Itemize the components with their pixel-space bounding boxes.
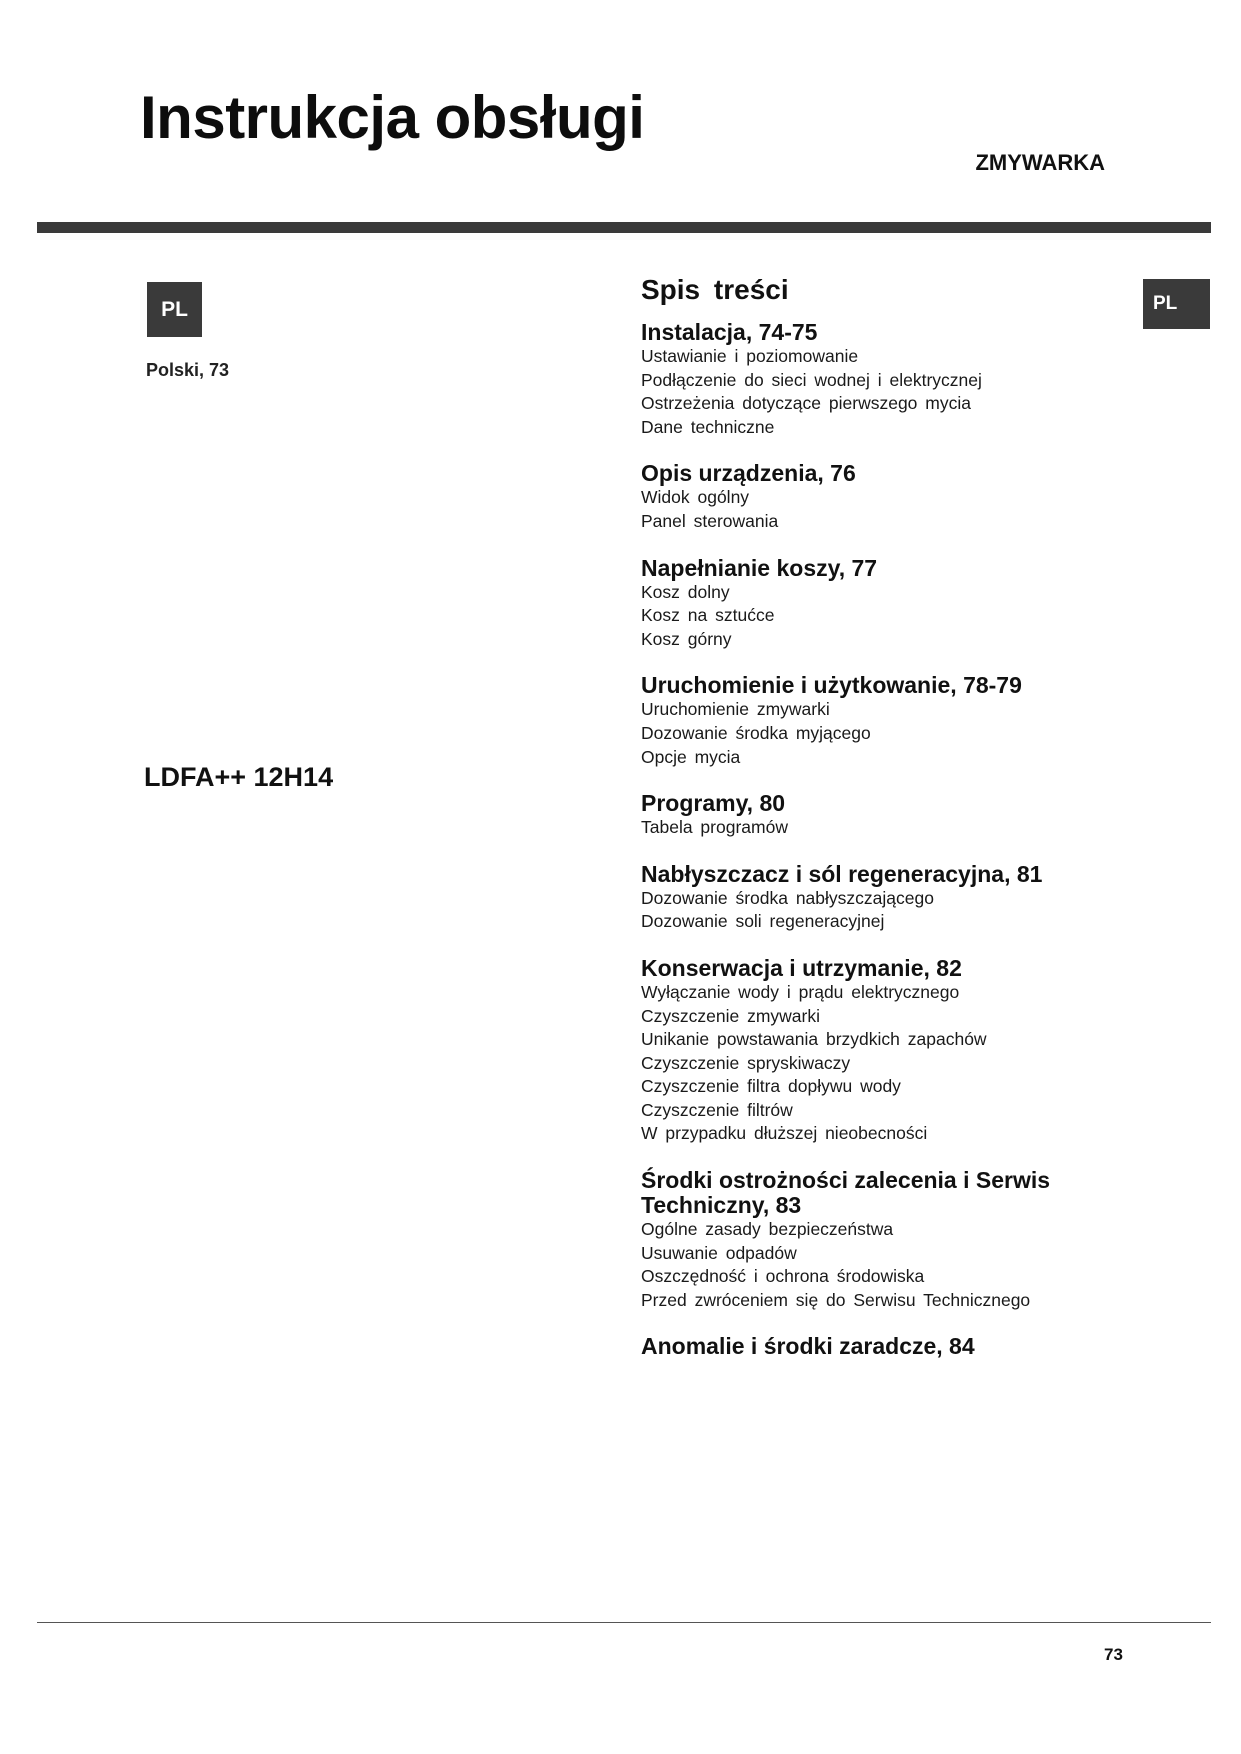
language-badge-right: PL xyxy=(1143,279,1210,329)
model-number: LDFA++ 12H14 xyxy=(144,762,334,792)
language-page-link[interactable]: Polski, 73 xyxy=(146,360,230,380)
toc-item[interactable]: Przed zwróceniem się do Serwisu Technicznego xyxy=(641,1289,1031,1310)
toc-item-list xyxy=(641,345,1101,439)
toc-item[interactable]: Dozowanie środka nabłyszczającego xyxy=(641,887,934,908)
toc-item[interactable]: Uruchomienie zmywarki xyxy=(641,699,830,720)
toc-item[interactable]: Oszczędność i ochrona środowiska xyxy=(641,1266,925,1287)
toc-item[interactable]: Wyłączanie wody i prądu elektrycznego xyxy=(641,981,960,1002)
toc-section-title[interactable]: Uruchomienie i użytkowanie, 78-79 xyxy=(641,672,1022,699)
toc-section-title[interactable]: Anomalie i środki zaradcze, 84 xyxy=(641,1333,975,1360)
toc-item[interactable]: Czyszczenie filtrów xyxy=(641,1099,793,1120)
toc-item[interactable]: Czyszczenie spryskiwaczy xyxy=(641,1052,851,1073)
toc-item-list xyxy=(641,887,1101,934)
toc-item[interactable]: Podłączenie do sieci wodnej i elektrycznej xyxy=(641,369,982,390)
toc-item[interactable]: Kosz na sztućce xyxy=(641,605,775,626)
toc-item[interactable]: Czyszczenie filtra dopływu wody xyxy=(641,1076,901,1097)
toc-item[interactable]: Ogólne zasady bezpieczeństwa xyxy=(641,1219,894,1240)
toc-section xyxy=(641,1334,1101,1359)
toc-section-title[interactable]: Środki ostrożności zalecenia i Serwis Techniczny, 83 xyxy=(641,1167,1051,1219)
footer-divider xyxy=(37,1622,1211,1623)
toc-section-title[interactable]: Konserwacja i utrzymanie, 82 xyxy=(641,954,962,981)
table-of-contents xyxy=(641,274,1101,1381)
toc-item[interactable]: Opcje mycia xyxy=(641,746,741,767)
toc-item[interactable]: Tabela programów xyxy=(641,817,788,838)
toc-item-list xyxy=(641,816,1101,840)
toc-section-title[interactable]: Opis urządzenia, 76 xyxy=(641,460,856,487)
toc-section xyxy=(641,673,1101,769)
toc-item[interactable]: Dozowanie soli regeneracyjnej xyxy=(641,911,885,932)
toc-item-list xyxy=(641,486,1101,533)
toc-item-list xyxy=(641,1218,1101,1312)
toc-section-title[interactable]: Instalacja, 74-75 xyxy=(641,319,818,345)
toc-section xyxy=(641,862,1101,934)
page-number: 73 xyxy=(1104,1645,1123,1664)
toc-section-title[interactable]: Programy, 80 xyxy=(641,790,786,817)
toc-item[interactable]: Dozowanie środka myjącego xyxy=(641,722,871,743)
toc-item[interactable]: Kosz dolny xyxy=(641,581,730,602)
toc-item[interactable]: Czyszczenie zmywarki xyxy=(641,1005,820,1026)
toc-heading: Spis treści xyxy=(641,274,789,305)
toc-section xyxy=(641,461,1101,533)
toc-item-list xyxy=(641,581,1101,652)
toc-item[interactable]: Usuwanie odpadów xyxy=(641,1242,797,1263)
toc-section xyxy=(641,1168,1101,1312)
header-divider xyxy=(37,222,1211,233)
toc-item[interactable]: Unikanie powstawania brzydkich zapachów xyxy=(641,1029,987,1050)
toc-item[interactable]: Ustawianie i poziomowanie xyxy=(641,346,859,366)
toc-item[interactable]: W przypadku dłuższej nieobecności xyxy=(641,1123,928,1144)
toc-item[interactable]: Ostrzeżenia dotyczące pierwszego mycia xyxy=(641,393,971,414)
toc-section xyxy=(641,791,1101,840)
toc-section xyxy=(641,556,1101,652)
toc-section-title[interactable]: Nabłyszczacz i sól regeneracyjna, 81 xyxy=(641,860,1043,887)
toc-item[interactable]: Widok ogólny xyxy=(641,487,750,508)
toc-item-list xyxy=(641,698,1101,769)
language-badge-left: PL xyxy=(147,282,202,337)
toc-section xyxy=(641,956,1101,1146)
document-title: Instrukcja obsługi xyxy=(140,84,645,151)
toc-item[interactable]: Kosz górny xyxy=(641,628,732,649)
toc-section-title[interactable]: Napełnianie koszy, 77 xyxy=(641,554,878,581)
toc-item[interactable]: Dane techniczne xyxy=(641,416,775,437)
toc-sections xyxy=(641,320,1101,1359)
product-type: ZMYWARKA xyxy=(975,150,1105,175)
toc-section xyxy=(641,320,1101,439)
toc-item[interactable]: Panel sterowania xyxy=(641,510,779,531)
toc-item-list xyxy=(641,981,1101,1146)
